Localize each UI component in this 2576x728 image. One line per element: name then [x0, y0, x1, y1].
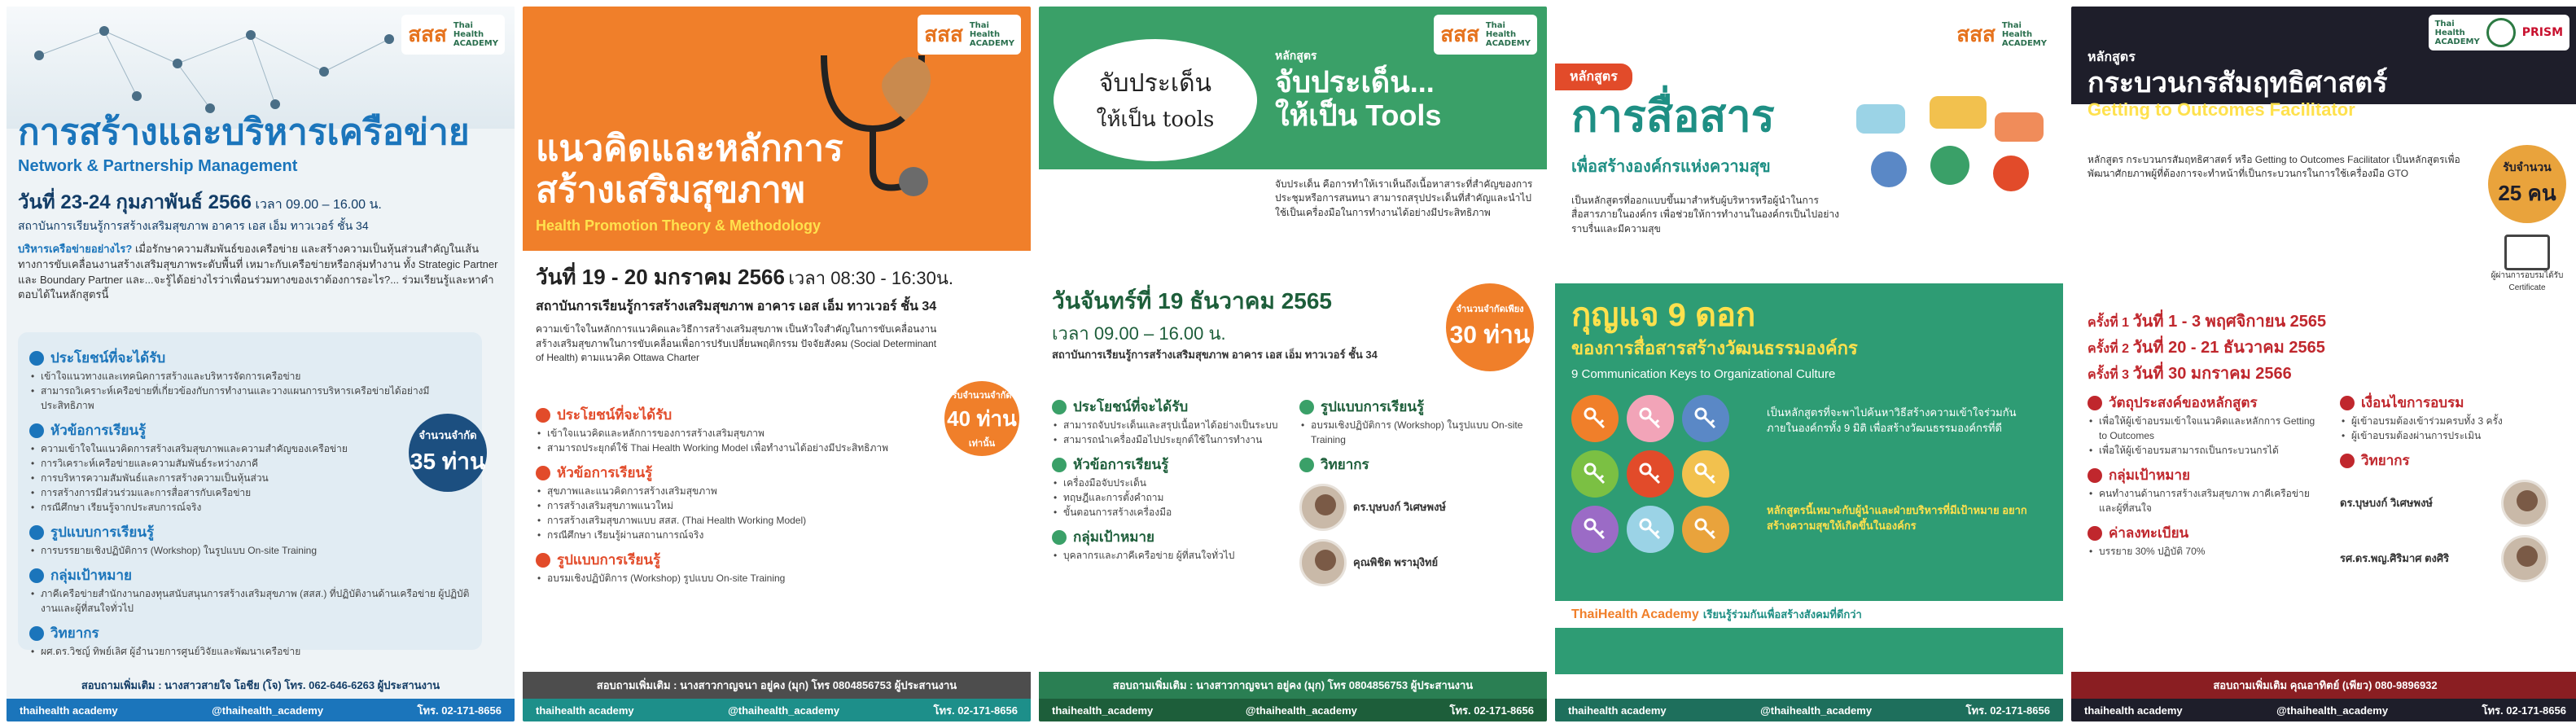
- phone-text: โทร. 02-171-8656: [1965, 704, 2050, 717]
- list-item: • สามารถจับประเด็นและสรุปเนื้อหาได้อย่างเป็นระบบ: [1052, 418, 1288, 432]
- key-icon: [1571, 395, 1619, 442]
- logo-group: [918, 15, 1021, 55]
- speech-bubbles-icon: [1848, 96, 2052, 202]
- academy-name: ThaiHealth Academy: [1571, 607, 1699, 621]
- section-speaker: วิทยากร: [2361, 453, 2410, 468]
- hand-text-2: ให้เป็น tools: [1096, 107, 1215, 132]
- event-date: วันที่ 19 - 20 มกราคม 2566: [536, 265, 785, 289]
- line-link[interactable]: @thaihealth_academy: [728, 704, 840, 717]
- rounds-block: [2088, 308, 2470, 386]
- target-icon: [29, 568, 44, 583]
- footer: [7, 672, 515, 721]
- list-item: • ความเข้าใจในแนวคิดการสร้างเสริมสุขภาพและความสำคัญของเครือข่าย: [29, 441, 471, 456]
- speaker-card: [1299, 484, 1536, 531]
- page-title: การสื่อสาร: [1571, 92, 1775, 141]
- avatar: [2501, 535, 2548, 582]
- check-icon: [1052, 400, 1067, 414]
- key-icon: [1682, 450, 1729, 498]
- book-icon: [29, 423, 44, 438]
- list-item: • การบริหารความสัมพันธ์และการสร้างความเป็นหุ้นส่วน: [29, 471, 471, 485]
- list-item: • คนทำงานด้านการสร้างเสริมสุขภาพ ภาคีเครือข่าย และผู้ที่สนใจ: [2088, 486, 2324, 515]
- social-bar: [1555, 699, 2063, 721]
- format-icon: [536, 553, 550, 568]
- poster-network-management[interactable]: [7, 7, 515, 721]
- content-left: [2088, 385, 2324, 559]
- prism-logo: PRISM: [2521, 26, 2563, 39]
- key-icon: [1682, 395, 1729, 442]
- intro-text: บริหารเครือข่ายอย่างไร? เมื่อรักษาความสัมพันธ์ของเครือข่าย และสร้างความเป็นหุ้นส่วนสำคัญในเส้นทางการขับเคลื่อนงานสร้างเสริมสุขภาพระดับพื้นที่ เหมาะกับเครือข่ายหรือกลุ่มทำงาน ทั้ง Strategic Partner และ Boundary Partner และ...จะรู้ได้อย่างไรว่าเพื่อนร่วมทางของเราต้องการอะไร?... ร่วมเรียนรู้และหาคำตอบได้ในหลักสูตรนี้: [18, 242, 498, 301]
- list-item: • ขั้นตอนการสร้างเครื่องมือ: [1052, 505, 1288, 520]
- academy-logo: Thai Health ACADEMY: [969, 21, 1014, 48]
- list-item: • เครื่องมือจับประเด็น: [1052, 476, 1288, 490]
- list-item: • กรณีศึกษา เรียนรู้จากประสบการณ์จริง: [29, 500, 471, 515]
- list-item: • เพื่อให้ผู้เข้าอบรมสามารถเป็นกระบวนกรได้: [2088, 443, 2324, 458]
- academy-tagline: เรียนรู้ร่วมกันเพื่อสร้างสังคมที่ดีกว่า: [1702, 608, 1862, 621]
- logo-group: [1950, 15, 2053, 55]
- list-item: • อบรมเชิงปฏิบัติการ (Workshop) ในรูปแบบ On-site Training: [1299, 418, 1536, 447]
- phone-text: โทร. 02-171-8656: [1449, 704, 1534, 717]
- target-icon: [1052, 530, 1067, 545]
- content-card: [18, 332, 482, 657]
- key-icon: [1627, 506, 1674, 553]
- page-title: แนวคิดและหลักการ: [536, 129, 843, 169]
- facebook-link[interactable]: thaihealth academy: [1568, 704, 1667, 717]
- keys-title: กุญแจ 9 ดอก: [1571, 297, 1756, 333]
- speaker-icon: [1299, 458, 1314, 472]
- content-block: [536, 397, 935, 585]
- certificate-text: ผู้ผ่านการอบรมได้รับ Certificate: [2491, 271, 2564, 292]
- content-left: [1052, 389, 1288, 563]
- intro-text: ความเข้าใจในหลักการแนวคิดและวิธีการสร้างเสริมสุขภาพ เป็นหัวใจสำคัญในการขับเคลื่อนงานสร้างเสริมสุขภาพในการขับเคลื่อนเพื่อการปรับเปลี่ยนพฤติกรรม ปัจจัยสังคม (Social Determinant of Health) ตามแนวคิด Ottawa Charter: [536, 323, 937, 363]
- key-icon: [1571, 450, 1619, 498]
- list-item: • เพื่อให้ผู้เข้าอบรมเข้าใจแนวคิดและหลักการ Getting to Outcomes: [2088, 414, 2324, 443]
- phone-text: โทร. 02-171-8656: [417, 704, 502, 717]
- keys-description: เป็นหลักสูตรที่จะพาไปค้นหาวิธีสร้างความเข้าใจร่วมกันภายในองค์กรทั้ง 9 มิติ เพื่อสร้างวัฒนธรรมองค์กรที่ดี: [1767, 406, 2017, 434]
- keys-subtitle: ของการสื่อสารสร้างวัฒนธรรมองค์กร: [1571, 338, 1858, 358]
- event-date: วันจันทร์ที่ 19 ธันวาคม 2565: [1052, 288, 1332, 314]
- university-seal-icon: [2486, 18, 2516, 47]
- section-benefit: ประโยชน์ที่จะได้รับ: [557, 407, 672, 423]
- page-subtitle: Network & Partnership Management: [18, 156, 298, 175]
- section-benefit: ประโยชน์ที่จะได้รับ: [1073, 399, 1189, 414]
- list-item: • ภาคีเครือข่ายสำนักงานกองทุนสนับสนุนการสร้างเสริมสุขภาพ (สสส.) ที่ปฏิบัติงานด้านเครือข่าย ผู้ปฏิบัติงานและผู้ที่สนใจทั่วไป: [29, 586, 471, 616]
- seats-badge: รับจำนวนจำกัด 40 ท่าน เท่านั้น: [944, 381, 1019, 456]
- page-title-line2: สร้างเสริมสุขภาพ: [536, 169, 805, 210]
- speaker-name: รศ.ดร.พญ.ศิริมาศ ตงศิริ: [2340, 551, 2450, 564]
- footer: [523, 672, 1031, 721]
- intro-text: หลักสูตร กระบวนกรสัมฤทธิศาสตร์ หรือ Getting to Outcomes Facilitator เป็นหลักสูตรเพื่อพัฒนาศักยภาพผู้ที่ต้องการจะทำหน้าที่เป็นกระบวนกรในการใช้เครื่องมือ GTO: [2088, 154, 2460, 180]
- facebook-link[interactable]: thaihealth academy: [2084, 704, 2183, 717]
- list-item: • การบรรยายเชิงปฏิบัติการ (Workshop) ในรูปแบบ On-site Training: [29, 543, 471, 558]
- section-format: รูปแบบการเรียนรู้: [50, 524, 155, 540]
- section-target: กลุ่มเป้าหมาย: [2109, 467, 2190, 483]
- facebook-link[interactable]: thaihealth academy: [20, 704, 118, 717]
- list-item: • อบรมเชิงปฏิบัติการ (Workshop) รูปแบบ On-site Training: [536, 571, 935, 585]
- social-bar: [1039, 699, 1547, 721]
- section-format: รูปแบบการเรียนรู้: [1321, 399, 1425, 414]
- handwriting-bubble: [1054, 39, 1257, 161]
- social-bar: [523, 699, 1031, 721]
- page-subtitle: Health Promotion Theory & Methodology: [536, 217, 821, 235]
- avatar: [1299, 539, 1347, 586]
- line-link[interactable]: @thaihealth_academy: [1760, 704, 1873, 717]
- thaihealth-logo: สสส: [1956, 23, 1996, 47]
- section-target: กลุ่มเป้าหมาย: [50, 568, 132, 583]
- money-icon: [2088, 526, 2102, 541]
- line-link[interactable]: @thaihealth_academy: [2276, 704, 2389, 717]
- thaihealth-logo: สสส: [1440, 23, 1479, 47]
- section-topics: หัวข้อการเรียนรู้: [557, 465, 653, 480]
- line-link[interactable]: @thaihealth_academy: [212, 704, 324, 717]
- facebook-link[interactable]: thaihealth academy: [536, 704, 634, 717]
- intro-text: จับประเด็น คือการทำให้เราเห็นถึงเนื้อหาสาระที่สำคัญของการประชุมหรือการสนทนา สามารถสรุปประเด็นที่สำคัญและนำไปใช้เป็นเครื่องมือในการทำงานได้อย่างมีประสิทธิภาพ: [1275, 178, 1533, 218]
- poster-health-promotion[interactable]: [523, 7, 1031, 721]
- kicker-tag: หลักสูตร: [1555, 64, 1632, 90]
- contact-text: สอบถามเพิ่มเติม : นางสาวกาญจนา อยู่คง (มุก) โทร 0804856753 ผู้ประสานงาน: [1039, 672, 1547, 699]
- date-block: [1052, 283, 1435, 363]
- list-item: • การสร้างเสริมสุขภาพแบบ สสส. (Thai Health Working Model): [536, 513, 935, 528]
- facebook-link[interactable]: thaihealth_academy: [1052, 704, 1154, 717]
- keys-cta: หลักสูตรนี้เหมาะกับผู้นำและฝ่ายบริหารที่มีเป้าหมาย อยากสร้างความสุขให้เกิดขึ้นในองค์กร: [1767, 504, 2027, 532]
- intro-text: เป็นหลักสูตรที่ออกแบบขึ้นมาสำหรับผู้บริหารหรือผู้นำในการสื่อสารภายในองค์กร เพื่อช่วยให้การทำงานในองค์กรเป็นไปอย่างราบรื่นและมีความสุข: [1571, 195, 1839, 235]
- phone-text: โทร. 02-171-8656: [933, 704, 1018, 717]
- footer: [2071, 672, 2576, 721]
- contact-text: สอบถามเพิ่มเติม คุณอาทิตย์ (เพียว) 080-9896932: [2071, 672, 2576, 699]
- speaker-icon: [29, 626, 44, 641]
- thaihealth-logo: สสส: [924, 23, 963, 47]
- poster-communication[interactable]: [1555, 7, 2063, 721]
- round-1: ครั้งที่ 1 วันที่ 1 - 3 พฤศจิกายน 2565: [2088, 313, 2327, 331]
- speaker-card: [1299, 539, 1536, 586]
- speaker-card: [2340, 480, 2568, 527]
- format-icon: [29, 525, 44, 540]
- list-item: • สามารถวิเคราะห์เครือข่ายที่เกี่ยวข้องกับการทำงานและวางแผนการบริหารเครือข่ายได้อย่างมีประสิทธิภาพ: [29, 384, 471, 413]
- target-icon: [2088, 396, 2102, 410]
- section-conditions: เงื่อนไขการอบรม: [2361, 395, 2464, 410]
- avatar: [2501, 480, 2548, 527]
- section-topics: หัวข้อการเรียนรู้: [50, 423, 147, 438]
- list-item: • สุขภาพและแนวคิดการสร้างเสริมสุขภาพ: [536, 484, 935, 498]
- speaker-card: [2340, 535, 2568, 582]
- contact-text: สอบถามเพิ่มเติม : นางสาวกาญจนา อยู่คง (มุก) โทร 0804856753 ผู้ประสานงาน: [523, 672, 1031, 699]
- section-topics: หัวข้อการเรียนรู้: [1073, 457, 1169, 472]
- group-icon: [2088, 468, 2102, 483]
- keys-panel: [1555, 283, 2063, 674]
- key-icon: [1627, 450, 1674, 498]
- kicker-label: หลักสูตร: [2088, 50, 2136, 64]
- social-bar: [7, 699, 515, 721]
- list-item: • ทฤษฎีและการตั้งคำถาม: [1052, 490, 1288, 505]
- list-item: • การวิเคราะห์เครือข่ายและความสัมพันธ์ระหว่างภาคี: [29, 456, 471, 471]
- list-item: • ผศ.ดร.วิชญ์ ทิพย์เลิศ ผู้อำนวยการศูนย์วิจัยและพัฒนาเครือข่าย: [29, 644, 471, 659]
- page-subtitle: Getting to Outcomes Facilitator: [2088, 99, 2355, 121]
- people-illustration: [1848, 96, 2052, 202]
- list-item: • บุคลากรและภาคีเครือข่าย ผู้ที่สนใจทั่วไป: [1052, 548, 1288, 563]
- section-cost: ค่าลงทะเบียน: [2109, 525, 2189, 541]
- round-3: ครั้งที่ 3 วันที่ 30 มกราคม 2566: [2088, 365, 2292, 383]
- list-item: • ผู้เข้าอบรมต้องผ่านการประเมิน: [2340, 428, 2568, 443]
- event-venue: สถาบันการเรียนรู้การสร้างเสริมสุขภาพ อาคาร เอส เอ็ม ทาวเวอร์ ชั้น 34: [1052, 349, 1378, 361]
- poster-capture-tools[interactable]: [1039, 7, 1547, 721]
- check-icon: [536, 408, 550, 423]
- list-item: • การสร้างเสริมสุขภาพแนวใหม่: [536, 498, 935, 513]
- academy-logo: Thai Health ACADEMY: [2434, 19, 2480, 46]
- speaker-name: ดร.บุษบงก์ วิเศษพงษ์: [2340, 496, 2433, 509]
- format-icon: [1299, 400, 1314, 414]
- event-date: วันที่ 23-24 กุมภาพันธ์ 2566: [18, 191, 252, 213]
- content-right: [1299, 389, 1536, 586]
- clipboard-icon: [2340, 396, 2355, 410]
- list-item: • สามารถนำเครื่องมือไปประยุกต์ใช้ในการทำงาน: [1052, 432, 1288, 447]
- footer: [1039, 672, 1547, 721]
- round-2: ครั้งที่ 2 วันที่ 20 - 21 ธันวาคม 2565: [2088, 339, 2325, 357]
- list-item: • สามารถประยุกต์ใช้ Thai Health Working Model เพื่อทำงานได้อย่างมีประสิทธิภาพ: [536, 441, 935, 455]
- logo-group: [401, 15, 505, 55]
- list-item: • บรรยาย 30% ปฏิบัติ 70%: [2088, 544, 2324, 559]
- key-icon: [1571, 506, 1619, 553]
- list-item: • กรณีศึกษา เรียนรู้ผ่านสถานการณ์จริง: [536, 528, 935, 542]
- content-right: [2340, 385, 2568, 582]
- certificate-block: [2488, 235, 2566, 294]
- seats-badge: จำนวนจำกัดเพียง 30 ท่าน: [1446, 283, 1534, 371]
- key-icon: [1682, 506, 1729, 553]
- page-title: การสร้างและบริหารเครือข่าย: [18, 112, 470, 152]
- page-subtitle: เพื่อสร้างองค์กรแห่งความสุข: [1571, 158, 1771, 176]
- section-target: กลุ่มเป้าหมาย: [1073, 529, 1154, 545]
- phone-text: โทร. 02-171-8656: [2482, 704, 2566, 717]
- event-time: เวลา 09.00 – 16.00 น.: [1052, 323, 1226, 344]
- key-icon: [1627, 395, 1674, 442]
- thaihealth-logo: สสส: [408, 23, 447, 47]
- keys-english: 9 Communication Keys to Organizational Culture: [1571, 367, 1836, 381]
- hand-text-1: จับประเด็น: [1098, 69, 1212, 98]
- list-item: • เข้าใจแนวคิดและหลักการของการสร้างเสริมสุขภาพ: [536, 426, 935, 441]
- section-benefit: ประโยชน์ที่จะได้รับ: [50, 350, 166, 366]
- academy-strip: [1555, 601, 2063, 628]
- event-venue: สถาบันการเรียนรู้การสร้างเสริมสุขภาพ อาคาร เอส เอ็ม ทาวเวอร์ ชั้น 34: [536, 300, 937, 314]
- event-time: เวลา 08:30 - 16:30น.: [788, 268, 954, 288]
- speaker-icon: [2340, 454, 2355, 468]
- list-item: • ผู้เข้าอบรมต้องเข้าร่วมครบทั้ง 3 ครั้ง: [2340, 414, 2568, 428]
- academy-logo: Thai Health ACADEMY: [453, 21, 498, 48]
- section-objective: วัตถุประสงค์ของหลักสูตร: [2109, 395, 2258, 410]
- academy-logo: Thai Health ACADEMY: [1485, 21, 1531, 48]
- section-speaker: วิทยากร: [50, 625, 99, 641]
- page-title-line2: ให้เป็น Tools: [1275, 99, 1442, 133]
- poster-gto-facilitator[interactable]: [2071, 7, 2576, 721]
- page-title: กระบวนกรสัมฤทธิศาสตร์: [2088, 68, 2388, 99]
- contact-text: สอบถามเพิ่มเติม : นางสาวสายใจ โอชีย (โจ) โทร. 062-646-6263 ผู้ประสานงาน: [7, 672, 515, 699]
- speaker-name: คุณพิชิต พรามุงิทย์: [1353, 555, 1439, 568]
- speaker-name: ดร.บุษบงก์ วิเศษพงษ์: [1353, 500, 1446, 513]
- logo-group: [2429, 15, 2569, 50]
- avatar: [1299, 484, 1347, 531]
- event-venue: สถาบันการเรียนรู้การสร้างเสริมสุขภาพ อาคาร เอส เอ็ม ทาวเวอร์ ชั้น 34: [18, 218, 369, 232]
- book-icon: [1052, 458, 1067, 472]
- page-title: จับประเด็น...: [1275, 65, 1435, 99]
- kicker-label: หลักสูตร: [1275, 49, 1317, 62]
- check-icon: [29, 351, 44, 366]
- seats-badge: จำนวนจำกัด 35 ท่าน: [409, 414, 487, 492]
- line-link[interactable]: @thaihealth_academy: [1245, 704, 1357, 717]
- list-item: • การสร้างการมีส่วนร่วมและการสื่อสารกับเครือข่าย: [29, 485, 471, 500]
- certificate-icon: [2504, 235, 2550, 270]
- footer: [1555, 699, 2063, 721]
- section-speaker: วิทยากร: [1321, 457, 1369, 472]
- section-format: รูปแบบการเรียนรู้: [557, 552, 661, 568]
- event-time: เวลา 09.00 – 16.00 น.: [255, 197, 382, 212]
- seats-badge: รับจำนวน 25 คน: [2488, 145, 2566, 223]
- social-bar: [2071, 699, 2576, 721]
- book-icon: [536, 466, 550, 480]
- academy-logo: Thai Health ACADEMY: [2001, 21, 2047, 48]
- list-item: • เข้าใจแนวทางและเทคนิคการสร้างและบริหารจัดการเครือข่าย: [29, 369, 471, 384]
